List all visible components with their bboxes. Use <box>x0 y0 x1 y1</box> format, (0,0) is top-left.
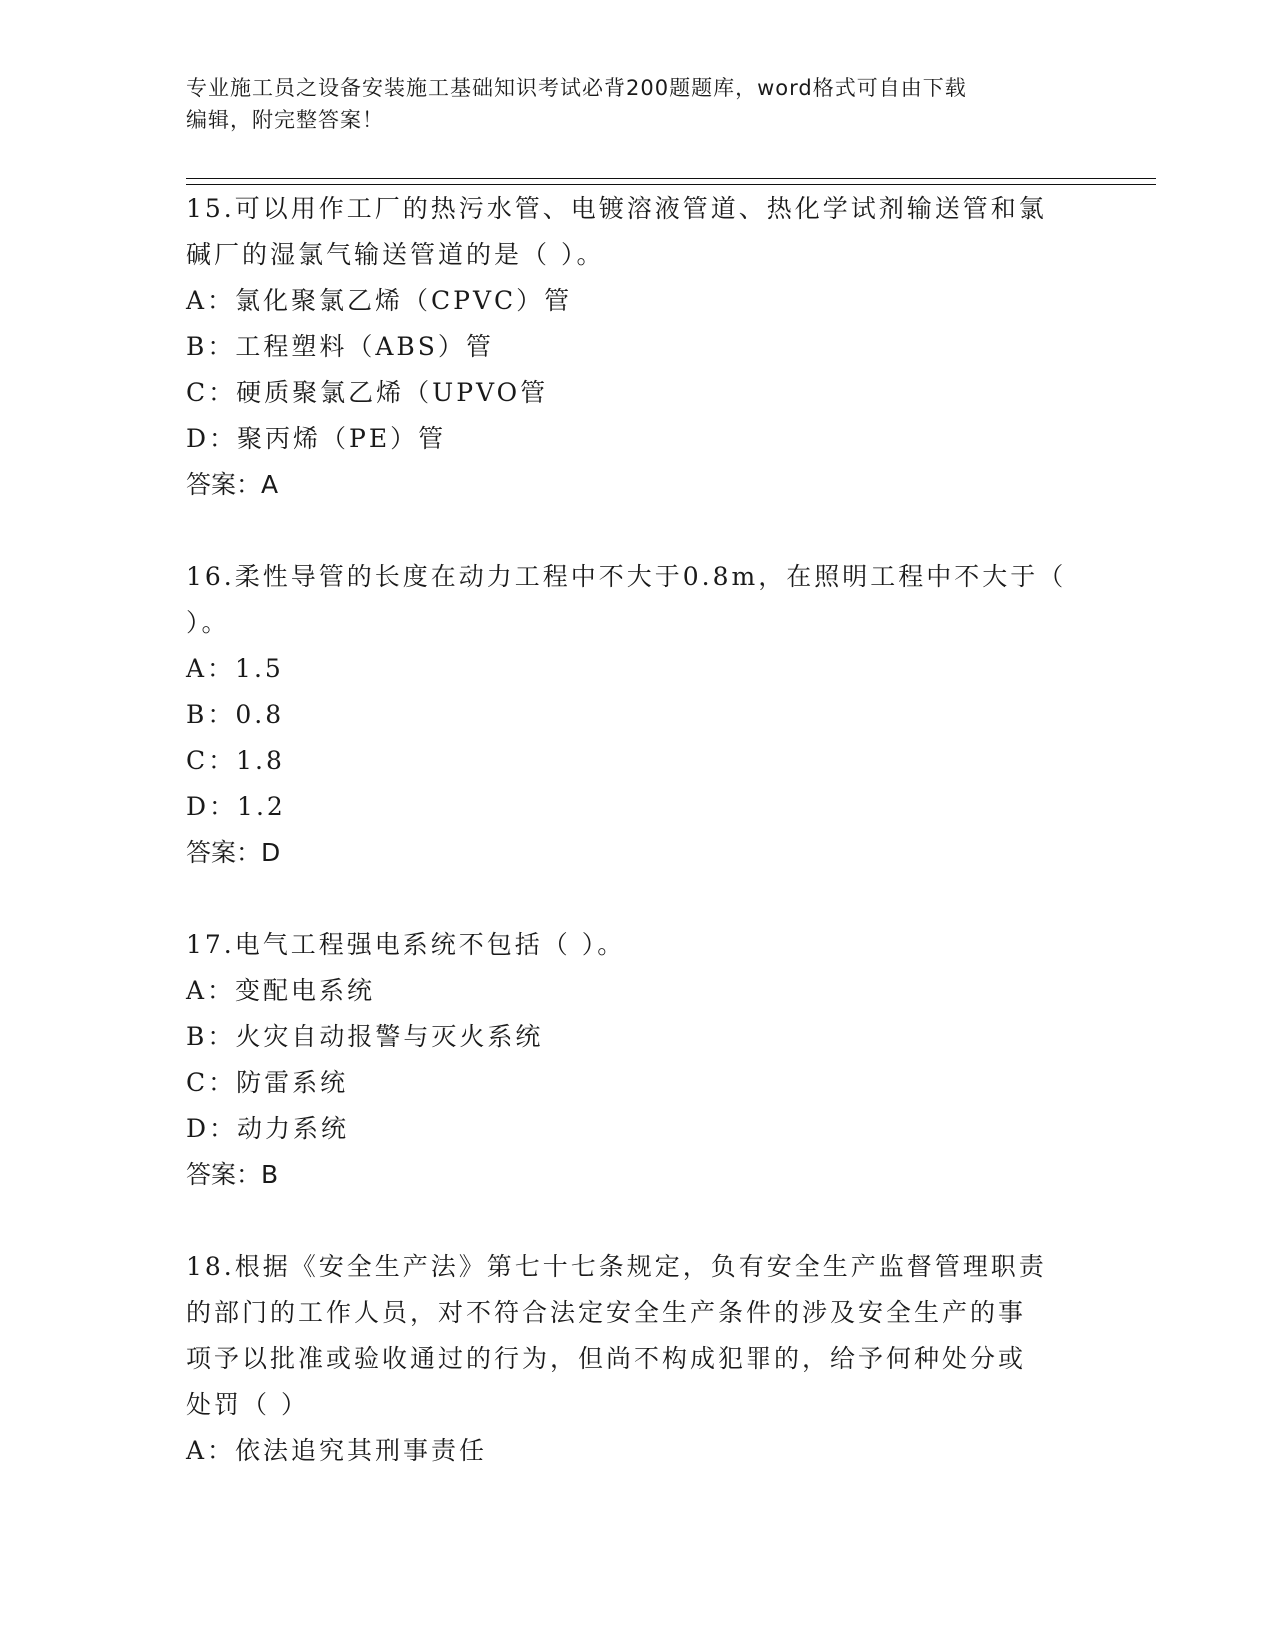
question-list <box>186 186 1086 1520</box>
option-c: C：防雷系统 <box>186 1068 349 1097</box>
question-stem: 碱厂的湿氯气输送管道的是（ ）。 <box>186 240 605 269</box>
option-c: C：硬质聚氯乙烯（UPVO管 <box>186 378 549 407</box>
header-divider-bottom <box>186 184 1156 185</box>
option-b: B：工程塑料（ABS）管 <box>186 332 494 361</box>
question-stem: 18.根据《安全生产法》第七十七条规定，负有安全生产监督管理职责 <box>186 1252 1047 1281</box>
option-d: D：1.2 <box>186 792 286 821</box>
answer: 答案：B <box>186 1160 279 1189</box>
question-stem: 项予以批准或验收通过的行为，但尚不构成犯罪的，给予何种处分或 <box>186 1344 1027 1373</box>
question-stem: 处罚（ ） <box>186 1390 309 1419</box>
answer: 答案：D <box>186 838 281 867</box>
question-15 <box>186 186 1086 508</box>
question-18 <box>186 1244 1086 1474</box>
option-d: D：动力系统 <box>186 1114 350 1143</box>
answer: 答案：A <box>186 470 279 499</box>
header-line-1: 专业施工员之设备安装施工基础知识考试必背200题题库，word格式可自由下载 <box>186 76 967 100</box>
option-a: A：变配电系统 <box>186 976 376 1005</box>
question-stem: 16.柔性导管的长度在动力工程中不大于0.8m，在照明工程中不大于（ <box>186 562 1067 591</box>
header-line-2: 编辑，附完整答案！ <box>186 108 384 132</box>
question-stem: 17.电气工程强电系统不包括（ ）。 <box>186 930 626 959</box>
option-d: D：聚丙烯（PE）管 <box>186 424 447 453</box>
option-b: B：火灾自动报警与灭火系统 <box>186 1022 544 1051</box>
option-a: A：氯化聚氯乙烯（CPVC）管 <box>186 286 573 315</box>
question-stem: 15.可以用作工厂的热污水管、电镀溶液管道、热化学试剂输送管和氯 <box>186 194 1047 223</box>
option-a: A：1.5 <box>186 654 284 683</box>
question-stem: ）。 <box>186 608 230 637</box>
header-divider-top <box>186 178 1156 179</box>
option-b: B：0.8 <box>186 700 285 729</box>
option-c: C：1.8 <box>186 746 285 775</box>
question-16 <box>186 554 1086 876</box>
option-a: A：依法追究其刑事责任 <box>186 1436 488 1465</box>
document-header <box>186 72 1086 136</box>
question-stem: 的部门的工作人员，对不符合法定安全生产条件的涉及安全生产的事 <box>186 1298 1027 1327</box>
question-17 <box>186 922 1086 1198</box>
